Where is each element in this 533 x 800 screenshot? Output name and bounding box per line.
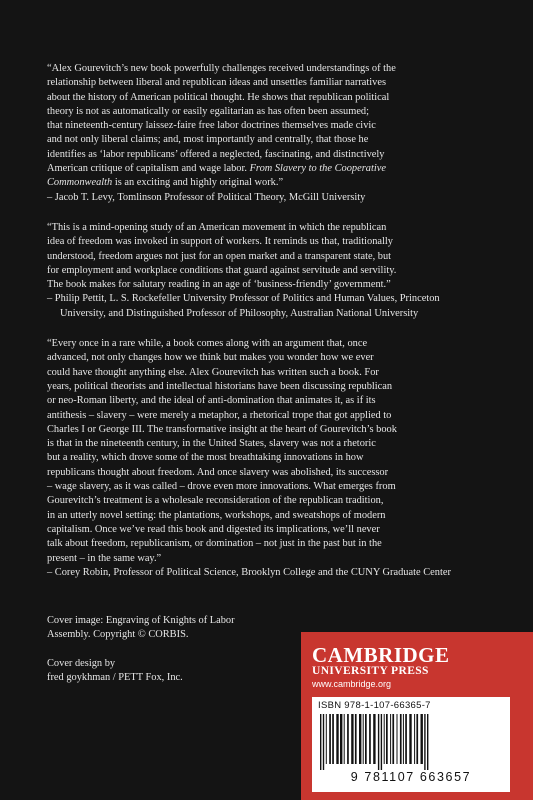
publisher-logo [312,645,450,690]
barcode-panel [312,697,510,792]
cover-credits [47,614,267,699]
endorsement-pettit [47,221,487,321]
endorsements [47,62,487,596]
book-title: Commonwealth [47,177,113,189]
endorsement-quote: “This is a mind-opening study of an American movement in which the republican idea of freedom was invoked in support of workers. It reminds us that, traditionally understood, freedom argues not just for an open market and a transparent state, but for employment and workplace conditions that guard against servitude and servility. The book makes for salutary reading in an age of ‘business-friendly’ government.” [47,221,397,291]
endorsement-quote: “Every once in a rare while, a book comes along with an argument that, once advanced, not only changes how we think but makes you wonder how we ever could have thought anything else. Alex Gourevitch has written such a book. For years, political theorists and intellectual historians have been discussing republican or neo-Roman liberty, and the ideal of anti-domination that animates it, as if its antithesis – slavery – were merely a metaphor, a rhetorical trope that got applied to Charles I or George III. The transformative insight at the heart of Gourevitch’s book is that in the nineteenth century, in the United States, slavery was not a rhetoric but a reality, which drove some of the most breathtaking innovations in how republicans thought about freedom. And once slavery was abolished, its successor – wage slavery, as it was called – drove even more innovations. What emerges from Gourevitch’s treatment is a wholesale reconsideration of the republican tradition, in an utterly novel setting: the plantations, workshops, and sweatshops of modern capitalism. Once we’ve read this book and digested its implications, we’ll never talk about freedom, republicanism, or domination – not just in the past but in the present – in the same way.” [47,338,397,564]
endorsement-robin [47,337,487,580]
book-title: From Slavery to the Cooperative [249,163,386,175]
endorsement-attribution: – Corey Robin, Professor of Political Science, Brooklyn College and the CUNY Graduate Center [47,566,451,578]
endorsement-attribution: – Jacob T. Levy, Tomlinson Professor of Political Theory, McGill University [47,191,366,203]
cover-design-credit: Cover design by fred goykhman / PETT Fox, Inc. [47,657,183,683]
isbn-label: ISBN 978-1-107-66365-7 [318,700,431,711]
publisher-name: CAMBRIDGE [312,643,450,667]
publisher-website: www.cambridge.org [312,679,392,689]
cover-image-credit: Cover image: Engraving of Knights of Labor Assembly. Copyright © CORBIS. [47,615,235,641]
barcode-icon [318,714,504,770]
endorsement-attribution: – Philip Pettit, L. S. Rockefeller University Professor of Politics and Human Values, Princeton University, and Distinguished Professor of Philosophy, Australian National University [47,293,440,319]
barcode-digits: 9 781107 663657 [350,770,472,784]
endorsement-quote: “Alex Gourevitch’s new book powerfully challenges received understandings of the relationship between liberal and republican ideas and unsettles familiar narratives about the history of American political thought. He shows that republican political theory is not as automatically or easily egalitarian as has often been assumed; that nineteenth-century laissez-faire free labor doctrines themselves made civic and not only liberal claims; and, most importantly and centrally, that those he identifies as ‘labor republicans’ offered a neglected, fascinating, and distinctively American critique of capitalism and wage labor. From Slavery to the Cooperative Commonwealth is an exciting and highly original work.” [47,63,396,189]
endorsement-levy [47,62,487,205]
publisher-press: UNIVERSITY PRESS [312,665,429,677]
